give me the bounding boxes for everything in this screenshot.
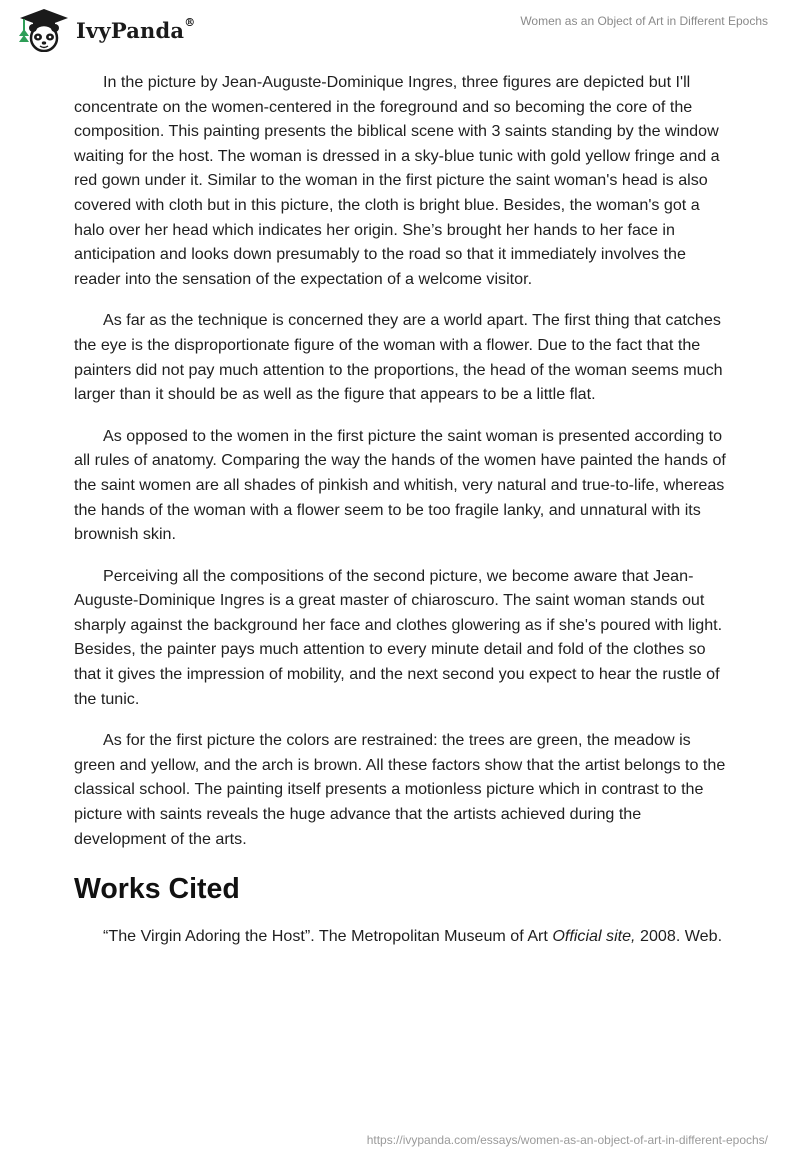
- citation-text-end: 2008. Web.: [635, 927, 723, 946]
- paragraph: In the picture by Jean-Auguste-Dominique Ingres, three figures are depicted but I'll concentrate on the women-centered in the foreground and so becoming the core of the composition. This painting presents the biblical scene with 3 saints standing by the window waiting for the host. The woman is dressed in a sky-blue tunic with gold yellow fringe and a red gown under it. Similar to the woman in the first picture the saint woman's head is also covered with cloth but in this picture, the cloth is bright blue. Besides, the woman's got a halo over her head which indicates her origin. She’s brought her hands to her face in anticipation and looks down presumably to the road so that it immediately involves the reader into the sensation of the expectation of a welcome visitor.: [74, 73, 720, 288]
- brand-name-text: IvyPanda: [76, 17, 185, 43]
- panda-graduation-cap-icon: [16, 8, 72, 52]
- brand-logo[interactable]: [16, 8, 195, 52]
- paragraph: As for the first picture the colors are restrained: the trees are green, the meadow is green and yellow, and the arch is brown. All these factors show that the artist belongs to the classical school. The painting itself presents a motionless picture which in contrast to the picture with saints reveals the huge advance that the artists achieved during the development of the arts.: [74, 731, 726, 848]
- registered-mark: ®: [184, 15, 196, 29]
- works-cited-heading: Works Cited: [74, 873, 240, 906]
- essay-body: [74, 70, 730, 949]
- document-title: Women as an Object of Art in Different Epochs: [520, 14, 768, 28]
- citation: [74, 924, 730, 949]
- paragraph: As far as the technique is concerned they are a world apart. The first thing that catches the eye is the disproportionate figure of the woman with a flower. Due to the fact that the painters did not pay much attention to the proportions, the head of the woman seems much larger than it should be as well as the figure that appears to be a little flat.: [74, 311, 723, 404]
- brand-name: [76, 15, 196, 43]
- paragraph: As opposed to the women in the first picture the saint woman is presented according to all rules of anatomy. Comparing the way the hands of the women have painted the hands of the saint women are all shades of pinkish and whitish, very natural and true-to-life, whereas the hands of the woman with a flower seem to be too fragile lanky, and unnatural with its brownish skin.: [74, 426, 726, 544]
- citation-italic: Official site,: [552, 927, 636, 946]
- paragraph: Perceiving all the compositions of the second picture, we become aware that Jean-Auguste-Dominique Ingres is a great master of chiaroscuro. The saint woman stands out sharply against the background her face and clothes glowering as if she's poured with light. Besides, the painter pays much attention to every minute detail and fold of the clothes so that it gives the impression of mobility, and the next second you expect to hear the rustle of the tunic.: [74, 566, 723, 708]
- source-url-link[interactable]: https://ivypanda.com/essays/women-as-an-object-of-art-in-different-epochs/: [366, 1133, 768, 1147]
- page-header: [0, 0, 800, 60]
- citation-text: “The Virgin Adoring the Host”. The Metropolitan Museum of Art: [103, 927, 553, 946]
